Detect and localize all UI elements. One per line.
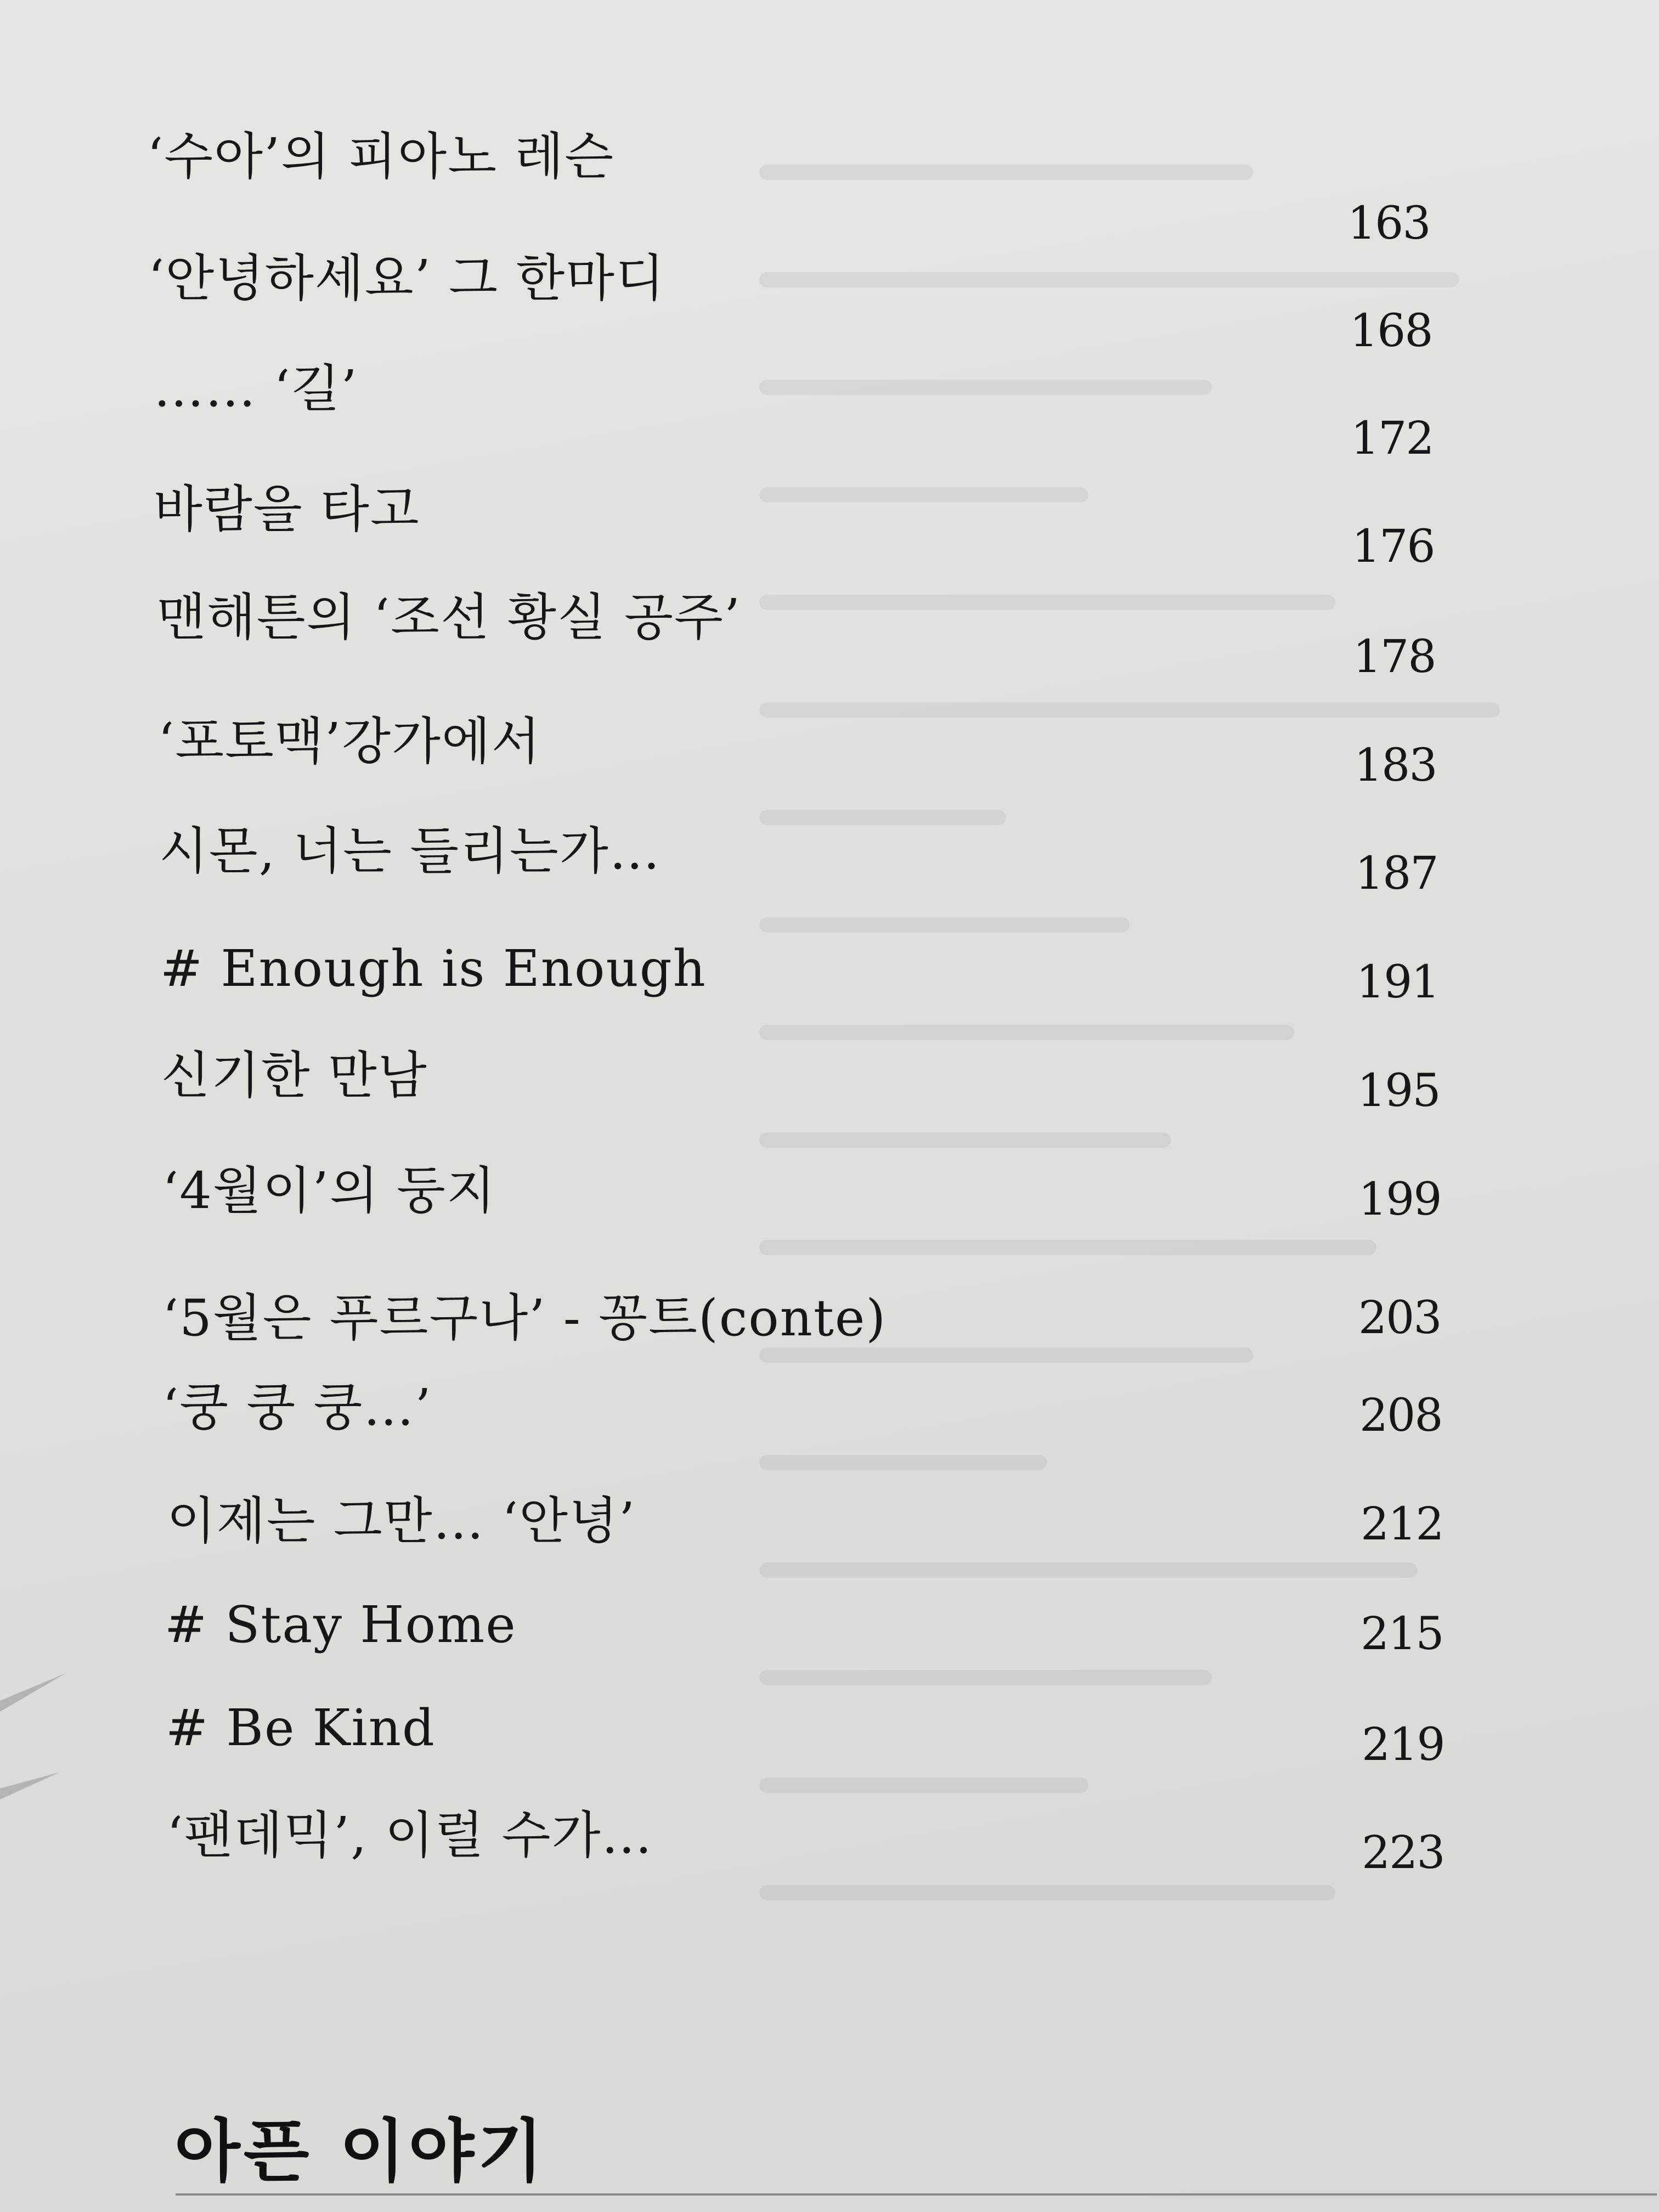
toc-entry-page: 163: [1347, 198, 1430, 250]
toc-entry-page: 208: [1359, 1390, 1442, 1442]
toc-entry-page: 223: [1362, 1827, 1444, 1879]
toc-entry-title: ‘수아’의 피아노 레슨: [147, 127, 614, 186]
toc-entry-title: 신기한 만남: [161, 1046, 428, 1105]
reverse-page-show-through: [759, 165, 1582, 2085]
section-divider: [176, 2193, 1657, 2196]
toc-entry-page: 183: [1354, 740, 1437, 792]
toc-entry-page: 212: [1361, 1498, 1443, 1550]
toc-entry-page: 168: [1350, 305, 1432, 357]
toc-entry-page: 191: [1356, 956, 1439, 1008]
toc-entry-title: ‘5월은 푸르구나’ - 꽁트(conte): [162, 1289, 887, 1347]
toc-entry-title: ‘안녕하세요’ 그 한마디: [148, 249, 665, 308]
toc-entry-title: …… ‘길’: [154, 359, 358, 418]
toc-entry-page: 199: [1358, 1173, 1441, 1226]
toc-entry-title: # Stay Home: [165, 1595, 517, 1654]
toc-entry-page: 172: [1351, 413, 1434, 465]
toc-entry-title: # Enough is Enough: [160, 939, 707, 998]
toc-entry-title: 바람을 타고: [154, 480, 420, 539]
toc-entry-title: ‘포토맥’강가에서: [158, 712, 541, 771]
toc-entry-title: ‘4월이’의 둥지: [162, 1161, 496, 1220]
toc-entry-page: 178: [1353, 631, 1436, 683]
toc-entry-page: 195: [1357, 1065, 1440, 1117]
toc-entry-page: 176: [1352, 521, 1435, 573]
adjacent-page-edge: [0, 1618, 77, 1827]
toc-entry-title: 시몬, 너는 들리는가…: [159, 822, 661, 881]
toc-entry-title: 이제는 그만… ‘안녕’: [167, 1492, 636, 1550]
toc-entry-page: 187: [1355, 848, 1438, 900]
toc-entry-page: 203: [1358, 1292, 1441, 1344]
toc-entry-title: 맨해튼의 ‘조선 황실 공주’: [157, 588, 741, 647]
toc-entry-title: ‘쿵 쿵 쿵…’: [162, 1378, 432, 1437]
toc-entry-title: ‘팬데믹’, 이럴 수가…: [167, 1806, 653, 1865]
toc-entry-page: 219: [1362, 1719, 1444, 1771]
toc-entry-title: # Be Kind: [166, 1699, 436, 1757]
section-heading: 아픈 이야기: [174, 2112, 547, 2191]
toc-entry-page: 215: [1361, 1608, 1443, 1660]
